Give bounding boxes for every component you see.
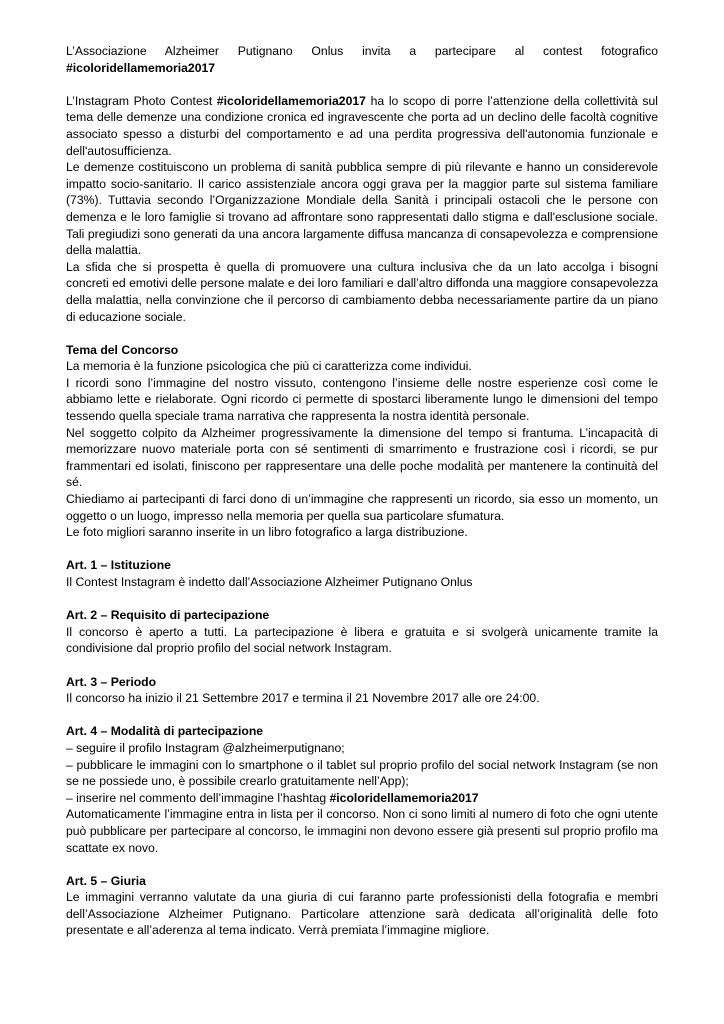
- description-p1-hashtag: #icoloridellamemoria2017: [216, 93, 366, 108]
- art1-text: Il Contest Instagram è indetto dall’Associazione Alzheimer Putignano Onlus: [66, 575, 473, 589]
- art4-list-item-3: [66, 790, 658, 807]
- description-paragraph-1: [66, 93, 658, 159]
- tema-paragraph-3: Nel soggetto colpito da Alzheimer progressivamente la dimensione del tempo si frantuma. L’incapacità di memorizzare nuovo materiale porta con sé sentimenti di smarrimento e frustrazione così i ricordi, se pur frammentari ed isolati, finiscono per rappresentare una delle poche modalità per mantenere la continuità del sé.: [66, 425, 658, 490]
- spacer: [66, 657, 658, 674]
- tema-paragraph-2: I ricordi sono l’immagine del nostro vissuto, contengono l’insieme delle nostre esperienze così come le abbiamo lette e rielaborate. Ogni ricordo ci permette di spostarci liberamente lungo le dimensioni del tempo tessendo quella speciale trama narrativa che rappresenta la nostra identità personale.: [66, 375, 658, 424]
- description-paragraph-2: Le demenze costituiscono un problema di sanità pubblica sempre di più rilevante e hanno un considerevole impatto socio-sanitario. Il carico assistenziale ancora oggi grava per la maggior parte sul sistema familiare (73%). Tuttavia secondo l’Organizzazione Mondiale della Sanità i principali ostacoli che le persone con demenza e le loro famiglie si trovano ad affrontare sono rappresentati dallo stigma e dall'esclusione sociale. Tali pregiudizi sono generati da una ancora largamente diffusa mancanza di consapevolezza e comprensione della malattia.: [66, 160, 658, 258]
- intro-line: L’Associazione Alzheimer Putignano Onlus invita a partecipare al contest fotografico: [66, 44, 658, 58]
- art4-list-item-2: – pubblicare le immagini con lo smartphone o il tablet sul proprio profilo del social network Instagram (se non se ne possiede uno, è possibile crearlo gratuitamente nell’App);: [66, 757, 658, 789]
- art1-heading: Art. 1 – Istituzione: [66, 558, 171, 573]
- spacer: [66, 76, 658, 93]
- tema-paragraph-5: Le foto migliori saranno inserite in un libro fotografico a larga distribuzione.: [66, 525, 468, 540]
- description-p1-pre: L’Instagram Photo Contest: [66, 93, 217, 108]
- art5-text: Le immagini verranno valutate da una giuria di cui faranno parte professionisti della fotografia e membri dell’Associazione Alzheimer Putignano. Particolare attenzione sarà dedicata all’originalità delle foto presentate e all’aderenza al tema indicato. Verrà premiata l’immagine migliore.: [66, 890, 658, 938]
- art4-heading: Art. 4 – Modalità di partecipazione: [66, 724, 264, 739]
- art3-text: Il concorso ha inizio il 21 Settembre 2017 e termina il 21 Novembre 2017 alle ore 24:00.: [66, 691, 540, 706]
- art4-text: Automaticamente l’immagine entra in lista per il concorso. Non ci sono limiti al numero di foto che ogni utente può pubblicare per partecipare al concorso, le immagini non devono essere già presenti sul proprio profilo ma scattate ex novo.: [66, 807, 658, 855]
- spacer: [66, 856, 658, 873]
- art5-heading: Art. 5 – Giuria: [66, 873, 146, 888]
- art3-heading: Art. 3 – Periodo: [66, 674, 157, 689]
- spacer: [66, 325, 658, 342]
- spacer: [66, 591, 658, 608]
- description-paragraph-3: La sfida che si prospetta è quella di promuovere una cultura inclusiva che da un lato accolga i bisogni concreti ed emotivi delle persone malate e dei loro familiari e dall’altro diffonda una maggiore consapevolezza della malattia, nella convinzione che il percorso di cambiamento debba necessariamente partire da un piano di educazione sociale.: [66, 259, 658, 324]
- spacer: [66, 707, 658, 724]
- art2-heading: Art. 2 – Requisito di partecipazione: [66, 608, 270, 623]
- intro-hashtag-text: #icoloridellamemoria2017: [66, 60, 216, 75]
- description-p1-post: ha lo scopo di porre l’attenzione della collettività sul tema delle demenze una condizione cronica ed ingravescente che porta ad un declino delle facoltà cognitive associato spesso a disturbi del comportamento e ad una perdita progressiva dell'autonomia funzionale e dell'autosufficienza.: [66, 93, 658, 158]
- tema-heading: Tema del Concorso: [66, 342, 179, 357]
- art4-list-item-1: – seguire il profilo Instagram @alzheimerputignano;: [66, 740, 345, 755]
- document-page: [66, 43, 658, 939]
- intro-paragraph: [66, 43, 658, 60]
- tema-paragraph-1: La memoria è la funzione psicologica che più ci caratterizza come individui.: [66, 359, 472, 374]
- spacer: [66, 541, 658, 558]
- art2-text: Il concorso è aperto a tutti. La partecipazione è libera e gratuita e si svolgerà unicamente tramite la condivisione dal proprio profilo del social network Instagram.: [66, 624, 658, 656]
- art4-item3-hashtag: #icoloridellamemoria2017: [329, 790, 479, 805]
- art4-item3-pre: – inserire nel commento dell’immagine l’hashtag: [66, 790, 330, 805]
- tema-paragraph-4: Chiediamo ai partecipanti di farci dono di un’immagine che rappresenti un ricordo, sia esso un momento, un oggetto o un luogo, impresso nella memoria per quella sua particolare sfumatura.: [66, 492, 658, 523]
- intro-hashtag: [66, 60, 658, 77]
